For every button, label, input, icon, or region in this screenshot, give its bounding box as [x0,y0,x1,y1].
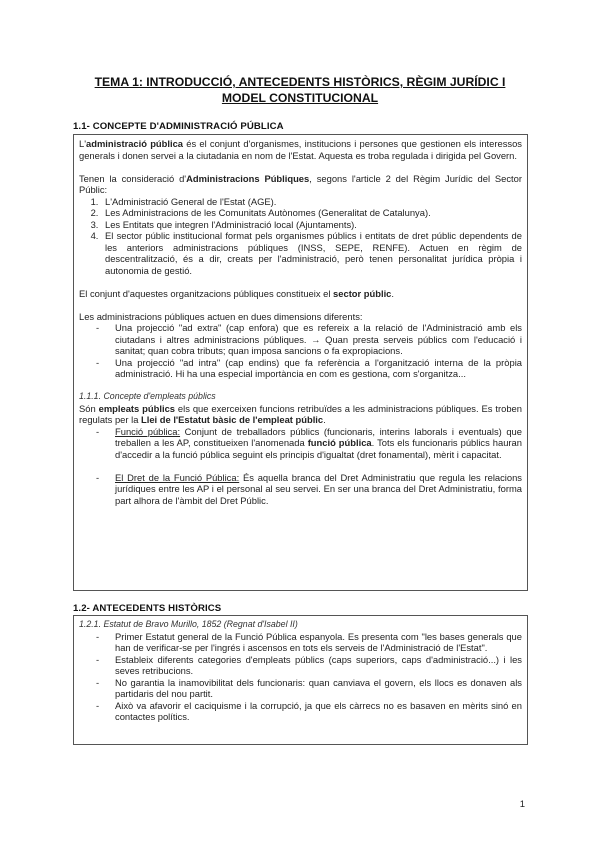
public-sector-paragraph: El conjunt d'aquestes organitzacions públiques constitueix el sector públic. [79,287,395,299]
list-item: - El Dret de la Funció Pública: És aquella branca del Dret Administratiu que regula les relacions jurídiques entre les AP i el personal al seu servei. En ser una branca del Dret Administratiu, forma part alhora de l'àmbit del Dret Públic. [79,472,522,507]
bravo-murillo-list [79,631,522,723]
public-function-list [79,426,522,461]
section-heading-1-2: 1.2- ANTECEDENTS HISTÒRICS [73,603,222,614]
list-item: - Una projecció "ad extra" (cap enfora) que es refereix a la relació de l'Administració amb els ciutadans i altres administracions públiques. → Quan presta serveis públics com l'educació i sanitat; quan cobra tributs; quan imposa sancions o fa expropiacions. [79,322,522,357]
list-item: - No garantia la inamovibilitat dels funcionaris: quan canviava el govern, els llocs es donaven als partidaris del nou partit. [79,677,522,700]
list-item: - Una projecció "ad intra" (cap endins) que fa referència a l'organització interna de la pròpia administració. Hi ha una especial importància en com es gestiona, com s'organitza... [79,357,522,380]
page-number: 1 [519,799,525,810]
list-item: - Funció pública: Conjunt de treballadors públics (funcionaris, interins laborals i eventuals) que treballen a les AP, constitueixen l'anomenada funció pública. Tots els funcionaris públics hauran d'accedir a la funció pública seguint els principis d'igualtat (dret fonamental), mèrit i capacitat. [79,426,522,461]
dimensions-intro: Les administracions públiques actuen en dues dimensions diferents: [79,310,363,322]
section-1-1-box [73,134,528,591]
list-item: - Això va afavorir el caciquisme i la corrupció, ja que els càrrecs no es basaven en mèrits sinó en contactes polítics. [79,700,522,723]
definition-paragraph: L'administració pública és el conjunt d'organismes, institucions i persones que gestionen els interessos generals i donen servei a la ciutadania en nom de l'Estat. Aquesta es troba regulada i dirigida pel Govern. [79,138,522,161]
dimensions-list [79,322,522,380]
subheading-1-1-1: 1.1.1. Concepte d'empleats públics [79,391,216,401]
subheading-1-2-1: 1.2.1. Estatut de Bravo Murillo, 1852 (Regnat d'Isabel II) [79,619,298,629]
list-item: - Estableix diferents categories d'empleats públics (caps superiors, caps d'administració...) i les seves retribucions. [79,654,522,677]
title-line-2: MODEL CONSTITUCIONAL [221,91,379,105]
page-title [70,74,530,106]
title-line-1: TEMA 1: INTRODUCCIÓ, ANTECEDENTS HISTÒRICS, RÈGIM JURÍDIC I [94,75,506,89]
employees-paragraph: Són empleats públics els que exerceixen funcions retribuïdes a les administracions públiques. Es troben regulats per la Llei de l'Estatut bàsic de l'empleat públic. [79,402,522,425]
public-function-law-list [79,472,522,507]
list-item: 3. Les Entitats que integren l'Administració local (Ajuntaments). [101,219,522,231]
administrations-list [79,196,522,277]
list-item: - Primer Estatut general de la Funció Pública espanyola. Es presenta com "les bases generals que han de verificar-se per l'ingrés i ascensos en tots els serveis de l'Administració de l'Estat". [79,631,522,654]
list-item: 1. L'Administració General de l'Estat (AGE). [101,196,522,208]
section-1-2-box [73,615,528,745]
list-item: 2. Les Administracions de les Comunitats Autònomes (Generalitat de Catalunya). [101,207,522,219]
consideration-paragraph: Tenen la consideració d'Administracions Públiques, segons l'article 2 del Règim Jurídic del Sector Públic: [79,172,523,195]
section-heading-1-1: 1.1- CONCEPTE D'ADMINISTRACIÓ PÚBLICA [73,121,284,132]
list-item: 4. El sector públic institucional format pels organismes públics i entitats de dret públic dependents de les anteriors administracions públiques (INSS, SEPE, RENFE). Actuen en règim de descentralització, és a dir, creats per l'administració, però tenen personalitat jurídica pròpia i autonomia de gestió. [101,230,522,276]
